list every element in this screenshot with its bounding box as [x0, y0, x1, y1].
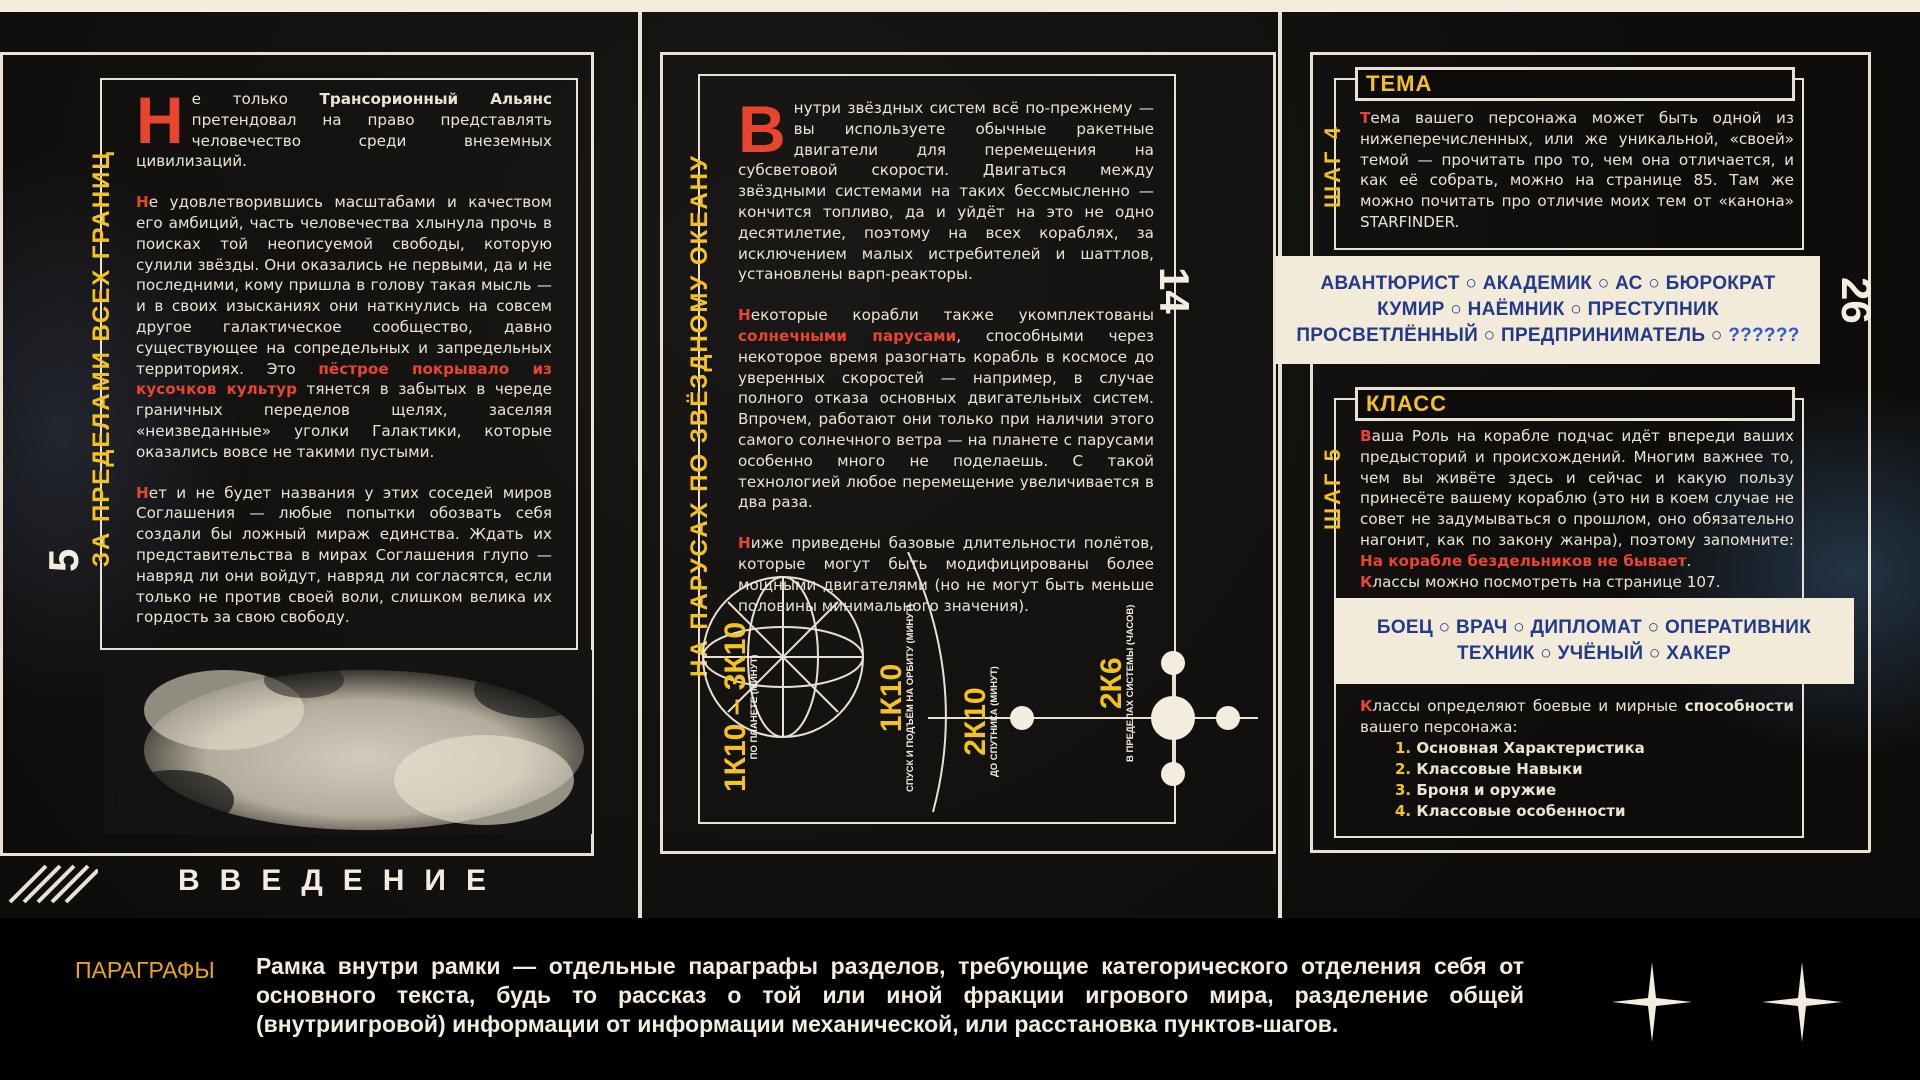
cloud-texture-image: [104, 650, 592, 834]
text-run: вашего персонажа:: [1360, 717, 1518, 736]
paragraph: [738, 92, 1154, 285]
text-run: ема вашего персонажа может быть одной из нижеперечисленных, или же уникальной, «своей» темой — прочитать про то, чем она отличается, и как её собрать, можно на странице 85. Там же можно почитать про отличие моих тем от «канона» STARFINDER.: [1360, 109, 1794, 231]
ability-item: 3. Броня и оружие: [1395, 781, 1557, 799]
text-run: иже приведены базовые длительности полётов, которые могут быть модифицированы более мощными двигателями (но не могут быть меньше половины минимального значения).: [738, 534, 1154, 615]
left-body-text: [136, 83, 552, 648]
duration-planet: 1К10 – 3К10 ПО ПЛАНЕТЕ (МИНУТ): [719, 621, 760, 792]
text-run: аша Роль на корабле подчас идёт впереди ваших предысторий и происхождений. Многим важнее то, чем вы живёте здесь и сейчас и какую пользу принесёте вашему кораблю (это ни в коем случае не совет не задумываться о прошлом, оно обязательно нагонит, как по закону жанра), поэтому запомните:: [1360, 427, 1794, 549]
ability-item: 2. Классовые Навыки: [1395, 760, 1583, 778]
text-run: ет и не будет названия у этих соседей миров Соглашения — любые попытки обозвать себя создали бы ложный мираж единства. Ждать их представительства в мирах Соглашения глупо — навряд ли они войдут, навряд ли согласятся, если только не против своей воли, слишком велика их гордость за свою свободу.: [136, 483, 552, 627]
text-run: Трансорионный Альянс: [319, 90, 552, 108]
highlight-text: Н: [738, 534, 751, 553]
text-run: нутри звёздных систем всё по-прежнему — вы используете обычные ракетные двигатели для перемещения на субсветовой скорости. Двигаться между звёздными системами на таких бессмысленно — кончится топливо, да и уйдёт на это не одно десятилетие, поэтому на всех кораблях, за исключением малых истребителей и шаттлов, установлены варп-реакторы.: [738, 99, 1154, 284]
duration-orbit: 1К10 СПУСК И ПОДЪЁМ НА ОРБИТУ (МИНУТ): [875, 603, 916, 792]
dropcap: Н: [136, 83, 184, 157]
classes-line-2: ТЕХНИК ○ УЧЁНЫЙ ○ ХАКЕР: [1456, 643, 1732, 664]
step5-text: [1360, 426, 1794, 592]
highlight-text: К: [1360, 572, 1373, 591]
highlight-text: К: [1360, 697, 1373, 715]
abilities-text: [1360, 696, 1794, 738]
sun-icon: [1151, 696, 1195, 740]
themes-list: [1276, 256, 1820, 364]
right-page-number: 26: [1833, 277, 1880, 324]
sparkle-icon: [1762, 962, 1842, 1042]
unique-theme-placeholder: ??????: [1728, 325, 1800, 346]
left-vertical-title: ЗА ПРЕДЕЛАМИ ВСЕХ ГРАНИЦ: [88, 150, 115, 567]
middle-page-number: 14: [1151, 267, 1198, 314]
step4-text: [1360, 108, 1794, 233]
right-left-rule: [1310, 52, 1313, 852]
caption-text: Рамка внутри рамки — отдельные параграфы разделов, требующие категорического отделения себя от основного текста, будь то рассказ о той или иной фракции игрового мира, разделение общей (внутриигровой) информации от информации механической, или расстановка пунктов-шагов.: [256, 953, 1524, 1037]
highlight-text: солнечными парусами: [738, 326, 957, 345]
right-top-rule: [1310, 52, 1870, 55]
page-divider-right: [1278, 12, 1282, 918]
step4-heading: ТЕМА: [1355, 67, 1795, 101]
themes-line-3: ПРОСВЕТЛЁННЫЙ ○ ПРЕДПРИНИМАТЕЛЬ ○ ??????: [1296, 325, 1800, 346]
right-bottom-rule: [1310, 850, 1870, 853]
highlight-text: пёстрое покрывало из кусочков культур: [136, 359, 552, 399]
text-run: е только: [191, 90, 320, 108]
highlight-text: Н: [738, 306, 751, 325]
text-run: лассы можно посмотреть на странице 107.: [1372, 572, 1721, 591]
satellite-icon: [1010, 706, 1034, 730]
step4-label: ШАГ 4: [1320, 124, 1345, 208]
duration-system: 2К6 В ПРЕДЕЛАХ СИСТЕМЫ (ЧАСОВ): [1095, 604, 1136, 762]
paragraph: [1360, 572, 1794, 593]
ability-item: 1. Основная Характеристика: [1395, 739, 1645, 757]
ability-item: 4. Классовые особенности: [1395, 802, 1626, 820]
duration-satellite: 2К10 ДО СПУТНИКА (МИНУТ): [959, 666, 1000, 777]
paragraph: [1360, 426, 1794, 572]
step5-heading: КЛАСС: [1355, 387, 1795, 421]
step5-label: ШАГ 5: [1320, 446, 1345, 530]
text-run: претендовал на право представлять человечество среди внеземных цивилизаций.: [136, 110, 552, 171]
section-title-introduction: ВВЕДЕНИЕ: [178, 864, 506, 897]
paragraph: [136, 83, 552, 172]
text-run: екоторые корабли также укомплектованы: [750, 306, 1154, 325]
paragraph: [1360, 696, 1794, 738]
classes-line-1: БОЕЦ ○ ВРАЧ ○ ДИПЛОМАТ ○ ОПЕРАТИВНИК: [1376, 617, 1812, 638]
dropcap: В: [738, 92, 786, 166]
abilities-list: [1395, 738, 1645, 822]
caption-label: ПАРАГРАФЫ: [75, 957, 215, 983]
top-strip: [0, 0, 1920, 12]
highlight-text: Т: [1360, 109, 1371, 127]
highlight-text: На корабле бездельников не бывает: [1360, 551, 1687, 570]
hatch-decoration: [6, 862, 98, 904]
paragraph: [136, 192, 552, 462]
text-run: .: [1686, 551, 1692, 570]
themes-line-2: КУМИР ○ НАЁМНИК ○ ПРЕСТУПНИК: [1377, 299, 1719, 320]
highlight-text: Н: [136, 193, 149, 212]
text-run: е удовлетворившись масштабами и качеством его амбиций, часть человечества хлынула прочь в поисках той неописуемой свободы, которую сулили звёзды. Они оказались не первыми, да и не последними, кому пришла в голову такая мысль — и в своих изысканиях они наткнулись на совсем другое галактическое сообщество, давно существующее на сопредельных и запредельных территориях. Это: [136, 193, 552, 378]
left-page-number: 5: [40, 548, 87, 572]
text-run: способности: [1684, 697, 1794, 715]
book-spread: [0, 12, 1920, 918]
middle-vertical-title: НА ПАРУСАХ ПО ЗВЁЗДНОМУ ОКЕАНУ: [686, 154, 713, 677]
text-run: , способными через некоторое время разогнать корабль в космосе до уверенных скоростей — например, в случае полного отказа основных двигательных систем. Впрочем, работают они только при наличии этого самого солнечного ветра — на планете с парусами особенно много не поделаешь. С такой технологией любое перемещение увеличивается в два раза.: [738, 326, 1154, 512]
page-divider-left: [638, 12, 642, 918]
themes-line-1: АВАНТЮРИСТ ○ АКАДЕМИК ○ АС ○ БЮРОКРАТ: [1320, 273, 1776, 294]
classes-list: [1334, 598, 1854, 684]
right-right-rule: [1868, 52, 1871, 852]
highlight-text: Н: [136, 483, 149, 502]
paragraph: [1360, 108, 1794, 233]
highlight-text: В: [1360, 427, 1372, 445]
paragraph: [738, 305, 1154, 513]
text-run: тянется в забытых в череде граничных переделов щелях, заселяя «неизведанные» уголки Галактики, которые оказались вовсе не такими пустыми.: [136, 380, 552, 461]
sparkle-icon: [1612, 962, 1692, 1042]
paragraph: [136, 483, 552, 629]
text-run: лассы определяют боевые и мирные: [1372, 697, 1685, 715]
